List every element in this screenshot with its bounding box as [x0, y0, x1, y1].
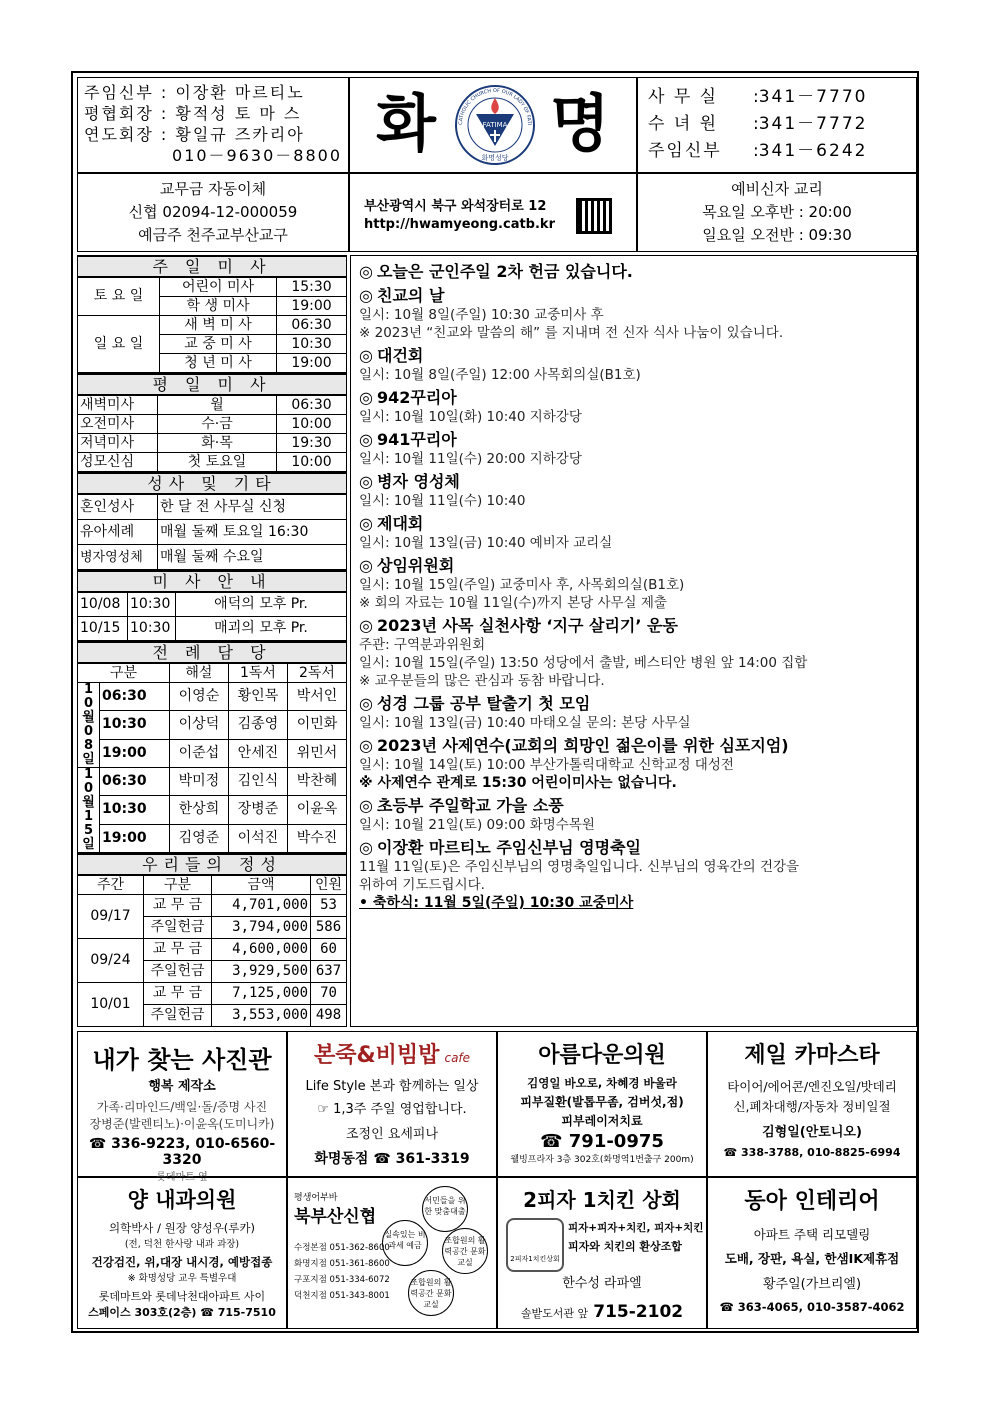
bullet-icon: ◎: [359, 346, 373, 365]
phone-office: 사 무 실 : 341－7770: [648, 87, 868, 107]
bullet-icon: ◎: [359, 796, 373, 815]
mass-guide-table: [77, 592, 347, 641]
table-row: 10/01 교 무 금 7,125,000 70: [78, 983, 347, 1005]
bullet-icon: ◎: [359, 838, 373, 857]
ad-title: 제일 카마스타: [744, 1043, 880, 1068]
title-myeong: 명: [550, 87, 610, 160]
table-row: 일 요 일 새 벽 미 사 06:30: [78, 316, 347, 335]
weekday-mass-table: [77, 395, 347, 472]
sacraments-title: 성사 및 기타: [77, 472, 347, 494]
logo-center-text: FATIMA: [482, 121, 508, 129]
table-row: 토 요 일 어린이 미사 15:30: [78, 278, 347, 297]
pastor-line: 주임신부 : 이장환 마르티노: [84, 83, 305, 102]
table-row: 구분 해설 1독서 2독서: [78, 664, 347, 683]
ad-phone: ☎ 338-3788, 010-8825-6994: [723, 1146, 901, 1159]
weekday-mass-title: 평 일 미 사: [77, 373, 347, 395]
notice-line: 일시: 10월 13일(금) 10:40 예비자 교리실: [359, 535, 613, 551]
notice-line: ※ 2023년 “친교와 말씀의 해” 를 지내며 전 신자 식사 나눔이 있습니다.: [359, 325, 784, 341]
notice-line: 일시: 10월 8일(주일) 12:00 사목회의실(B1호): [359, 367, 641, 383]
notice-title: ◎ 성경 그룹 공부 탈출기 첫 모임: [359, 694, 591, 713]
ad-title: 내가 찾는 사진관: [92, 1046, 272, 1074]
notice-line: 위하여 기도드립시다.: [359, 877, 485, 893]
church-address: 부산광역시 북구 와석장터로 12: [364, 199, 547, 214]
ad-phone: 화명동점 ☎ 361-3319: [314, 1151, 470, 1167]
ad-title: 동아 인테리어: [744, 1189, 880, 1214]
ad-title: 본죽&비빔밥: [313, 1043, 440, 1068]
ad-photo-studio: 내가 찾는 사진관 행복 제작소 가족·리마인드/백일·돌/증명 사진 장병준(발렌티노)·이윤옥(도미니카) ☎ 336-9223, 010-6560-3320 롯데마트 옆: [77, 1031, 287, 1177]
schedule-column: [77, 255, 347, 1027]
ad-phone: 715-2102: [593, 1302, 684, 1322]
table-row: 오전미사 수·금 10:00: [78, 415, 347, 434]
bullet-icon: ◎: [359, 694, 373, 713]
notice-line: 일시: 10월 15일(주일) 교중미사 후, 사목회의실(B1호): [359, 577, 685, 593]
notice-line: ※ 회의 자료는 10월 11일(수)까지 본당 사무실 제출: [359, 595, 667, 611]
staff-box: [77, 77, 349, 173]
phone-convent: 수 녀 원 : 341－7772: [648, 114, 868, 134]
prayer-president-line: 연도회장 : 황일규 즈카리아: [84, 125, 305, 144]
notice-line: 일시: 10월 11일(수) 20:00 지하강당: [359, 451, 582, 467]
phone-pastor: 주임신부 : 341－6242: [648, 141, 868, 161]
catechumen-title: 예비신자 교리: [731, 180, 823, 198]
mass-guide-title: 미 사 안 내: [77, 570, 347, 592]
table-row: 10/15 10:30 매괴의 모후 Pr.: [78, 617, 347, 641]
logo-bottom-text: 화명성당: [481, 154, 509, 162]
notice-line: 일시: 10월 15일(주일) 13:50 성당에서 출발, 베스티안 병원 앞 14:00 집합: [359, 655, 808, 671]
notice-title: ◎ 상임위원회: [359, 556, 455, 575]
notice-title: ◎ 병자 영성체: [359, 472, 460, 491]
title-box: [349, 77, 637, 173]
offerings-table: [77, 875, 347, 1027]
table-row: 저녁미사 화·목 19:30: [78, 434, 347, 453]
table-row: 새벽미사 월 06:30: [78, 396, 347, 415]
table-row: 청 년 미 사 19:00: [78, 354, 347, 373]
notice-title: ◎ 오늘은 군인주일 2차 헌금 있습니다.: [359, 262, 633, 281]
table-row: 유아세례 매월 둘째 토요일 16:30: [78, 520, 347, 545]
title-hwa: 화: [376, 87, 436, 160]
notices-column: [350, 255, 917, 1027]
notice-line: 일시: 10월 10일(화) 10:40 지하강당: [359, 409, 582, 425]
header: [77, 77, 917, 252]
church-logo: [454, 84, 536, 166]
pizza-logo-icon: 2피자1치킨상회: [506, 1218, 564, 1272]
notice-line: 일시: 10월 11일(수) 10:40: [359, 493, 526, 509]
ad-subtitle: 행복 제작소: [148, 1079, 216, 1094]
ad-phone: 스페이스 303호(2층) ☎ 715-7510: [88, 1306, 276, 1319]
sacraments-table: [77, 494, 347, 570]
table-row: 주일헌금 3,794,000 586: [78, 917, 347, 939]
notice-title: ◎ 2023년 사목 실천사항 ‘지구 살리기’ 운동: [359, 616, 678, 635]
table-row: 혼인성사 한 달 전 사무실 신청: [78, 495, 347, 520]
table-row: 병자영성체 매월 둘째 수요일: [78, 545, 347, 570]
offerings-title: 우리들의 정성: [77, 853, 347, 875]
table-row: 10월15일 06:30 박미정 김인식 박찬혜: [78, 768, 347, 796]
bullet-icon: ◎: [359, 262, 373, 281]
table-row: 10/08 10:30 애덕의 모후 Pr.: [78, 593, 347, 617]
badge-circle: 조합원의 활력공간 문화교실: [408, 1270, 454, 1316]
table-row: 주일헌금 3,553,000 498: [78, 1005, 347, 1027]
saturday-label: 토 요 일: [78, 278, 160, 316]
logo-ring-text: CATHOLIC CHURCH OF OUR LADY OF FATI: [457, 87, 533, 126]
table-row: 10:30 한상희 장병준 이윤옥: [78, 796, 347, 824]
ad-title: 아름다운의원: [538, 1043, 666, 1068]
notice-title: ◎ 941꾸리아: [359, 430, 457, 449]
notice-line: 일시: 10월 14일(토) 10:00 부산가톨릭대학교 신학교정 대성전: [359, 757, 734, 773]
bullet-icon: ◎: [359, 472, 373, 491]
ad-phone: ☎ 791-0975: [540, 1131, 664, 1152]
notice-title: ◎ 대건회: [359, 346, 424, 365]
notice-line: 일시: 10월 8일(주일) 10:30 교중미사 후: [359, 307, 604, 323]
table-row: 10:30 이상덕 김종영 이민화: [78, 711, 347, 739]
donation-box: [77, 173, 349, 252]
donation-account: 신협 02094-12-000059: [128, 203, 298, 221]
notice-title: ◎ 제대회: [359, 514, 424, 533]
address-box: [349, 173, 637, 252]
church-url[interactable]: http://hwamyeong.catb.kr: [364, 217, 555, 232]
sunday-label: 일 요 일: [78, 316, 160, 373]
table-row: 성모신심 첫 토요일 10:00: [78, 453, 347, 472]
ad-clinic: 아름다운의원 김영일 바오로, 차혜경 바울라 피부질환(발톱무좀, 검버섯,점) 피부레이저치료 ☎ 791-0975 웰빙프라자 3층 302호(화명역1번출구 200m): [497, 1031, 707, 1177]
bullet-icon: ◎: [359, 388, 373, 407]
catechumen-sunday: 일요일 오전반 : 09:30: [702, 226, 852, 244]
ad-phone: ☎ 363-4065, 010-3587-4062: [719, 1300, 905, 1314]
notice-line: 일시: 10월 21일(토) 09:00 화명수목원: [359, 817, 595, 833]
notice-line: ※ 교우분들의 많은 관심과 동참 바랍니다.: [359, 673, 605, 689]
notice-line: 11월 11일(토)은 주임신부님의 영명축일입니다. 신부님의 영육간의 건강을: [359, 859, 800, 875]
ad-car-service: 제일 카마스타 타이어/에어콘/엔진오일/밧데리 신,폐차대행/자동차 정비일절 김형일(안토니오) ☎ 338-3788, 010-8825-6994: [707, 1031, 917, 1177]
catechumen-box: [637, 173, 917, 252]
ad-phone: ☎ 336-9223, 010-6560-3320: [88, 1136, 276, 1168]
notice-bold-line: ※ 사제연수 관계로 15:30 어린이미사는 없습니다.: [359, 775, 677, 791]
bullet-icon: ◎: [359, 514, 373, 533]
badge-circle: 서민들을 위한 맞춤대출: [422, 1186, 468, 1232]
badge-circle: 실속있는 비과세 예금: [382, 1220, 428, 1266]
table-row: 19:00 이준섭 안세진 위민서: [78, 739, 347, 767]
notice-bold-line: • 축하식: 11월 5일(주일) 10:30 교중미사: [359, 895, 634, 911]
fatima-logo-icon: [454, 84, 536, 166]
table-row: 19:00 김영준 이석진 박수진: [78, 824, 347, 852]
ad-credit-union: 평생어부바 북부산신협 수정본점 051-362-8600 화명지점 051-361-8600 구포지점 051-334-6072 덕천지점 051-343-8001 실속있는 비과세 예금 서민들을 위한 맞춤대출 조합원의 활력공간 문화교실 조합원의 활력공간 문화교실: [287, 1177, 497, 1329]
ad-title: 양 내과의원: [127, 1188, 237, 1212]
table-row: 09/17 교 무 금 4,701,000 53: [78, 895, 347, 917]
notice-title: ◎ 초등부 주일학교 가을 소풍: [359, 796, 564, 815]
notice-title: ◎ 2023년 사제연수(교회의 희망인 젊은이를 위한 심포지엄): [359, 736, 789, 755]
council-president-line: 평협회장 : 황적성 토 마 스: [84, 104, 302, 123]
notice-title: ◎ 942꾸리아: [359, 388, 457, 407]
badge-circle: 조합원의 활력공간 문화교실: [442, 1228, 488, 1274]
table-row: 10월08일 06:30 이영순 황인목 박서인: [78, 683, 347, 711]
sunday-mass-title: 주 일 미 사: [77, 255, 347, 277]
table-row: 학 생 미사 19:00: [78, 297, 347, 316]
bullet-icon: ◎: [359, 286, 373, 305]
ad-bonjuk: 본죽&비빔밥 cafe Life Style 본과 함께하는 일상 ☞ 1,3주 주일 영업합니다. 조정인 요세피나 화명동점 ☎ 361-3319: [287, 1031, 497, 1177]
donation-title: 교무금 자동이체: [159, 180, 267, 198]
table-row: 09/24 교 무 금 4,600,000 60: [78, 939, 347, 961]
phone-box: [637, 77, 917, 173]
liturgy-title: 전 례 담 당: [77, 641, 347, 663]
bullet-icon: ◎: [359, 736, 373, 755]
table-row: 교 중 미 사 10:30: [78, 335, 347, 354]
notice-line: 주관: 구역분과위원회: [359, 637, 486, 653]
ad-title: 북부산신협: [294, 1207, 377, 1227]
ad-title: 2피자 1치킨 상회: [523, 1188, 681, 1212]
liturgy-table: [77, 663, 347, 853]
contact-phone: 010－9630－8800: [172, 146, 342, 165]
notice-title: ◎ 친교의 날: [359, 286, 445, 305]
qr-code-icon[interactable]: [576, 198, 612, 234]
ad-pizza-chicken: 2피자 1치킨 상회 2피자1치킨상회 피자+피자+치킨, 피자+치킨 피자와 치킨의 환상조합 한수성 라파엘 솔밭도서관 앞 715-2102: [497, 1177, 707, 1329]
catechumen-thursday: 목요일 오후반 : 20:00: [702, 203, 852, 221]
bulletin-page: [71, 71, 919, 1333]
bullet-icon: ◎: [359, 430, 373, 449]
table-row: 주일헌금 3,929,500 637: [78, 961, 347, 983]
bullet-icon: ◎: [359, 556, 373, 575]
notice-line: 일시: 10월 13일(금) 10:40 마태오실 문의: 본당 사무실: [359, 715, 691, 731]
sunday-mass-table: [77, 277, 347, 373]
bullet-icon: ◎: [359, 616, 373, 635]
donation-holder: 예금주 천주교부산교구: [138, 226, 288, 244]
table-row: 주간 구분 금액 인원: [78, 876, 347, 895]
ad-internal-medicine: 양 내과의원 의학박사 / 원장 양성우(루카) (전, 덕천 한사랑 내과 과장) 건강검진, 위,대장 내시경, 예방접종 ※ 화명성당 교우 특별우대 롯데마트와 롯데낙천대아파트 사이 스페이스 303호(2층) ☎ 715-7510: [77, 1177, 287, 1329]
notice-title: ◎ 이장환 마르티노 주임신부님 영명축일: [359, 838, 642, 857]
ad-interior: 동아 인테리어 아파트 주택 리모델링 도배, 장판, 욕실, 한샘IK제휴점 황주일(가브리엘) ☎ 363-4065, 010-3587-4062: [707, 1177, 917, 1329]
